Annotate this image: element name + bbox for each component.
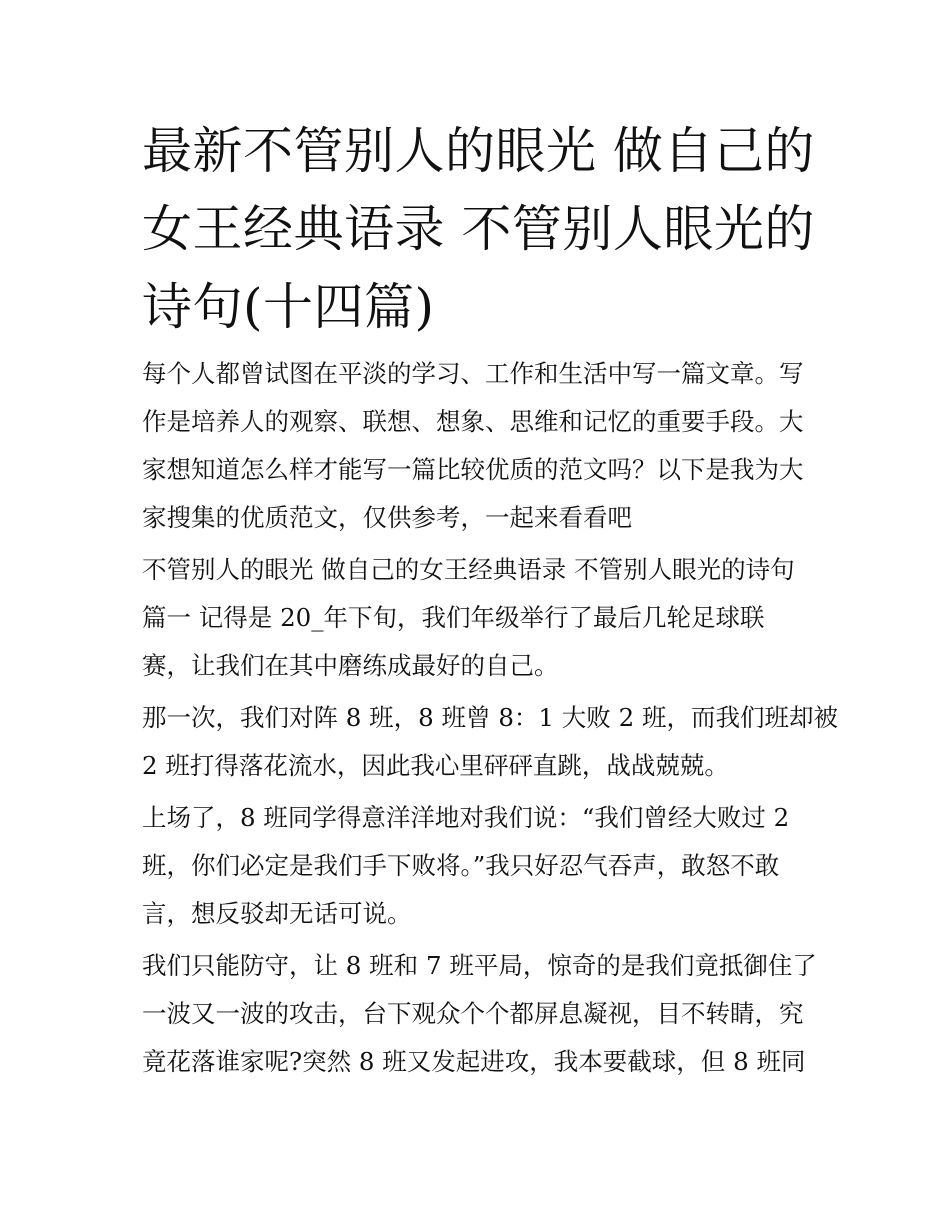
text-line: 篇一 记得是 20_年下旬，我们年级举行了最后几轮足球联	[142, 603, 765, 632]
text-line: 家搜集的优质范文，仅供参考，一起来看看吧	[142, 503, 632, 532]
title-line: 诗句(十四篇)	[142, 278, 435, 336]
paragraph-intro	[142, 350, 814, 542]
document-body	[142, 350, 838, 1086]
document-title	[142, 112, 814, 346]
text-line: 言，想反驳却无话可说。	[142, 899, 412, 928]
text-line: 赛，让我们在其中磨练成最好的自己。	[142, 651, 559, 680]
text-line: 上场了，8 班同学得意洋洋地对我们说：“我们曾经大败过 2	[142, 803, 790, 832]
paragraph-taunt	[142, 794, 814, 938]
text-line: 我们只能防守，让 8 班和 7 班平局，惊奇的是我们竟抵御住了	[142, 951, 817, 980]
text-line: 家想知道怎么样才能写一篇比较优质的范文吗？以下是我为大	[142, 455, 804, 484]
text-line: 不管别人的眼光 做自己的女王经典语录 不管别人眼光的诗句	[142, 555, 795, 584]
text-line: 一波又一波的攻击，台下观众个个都屏息凝视，目不转睛，究	[142, 999, 804, 1028]
text-line: 作是培养人的观察、联想、想象、思维和记忆的重要手段。大	[142, 407, 804, 436]
text-line: 竟花落谁家呢?突然 8 班又发起进攻，我本要截球，但 8 班同	[142, 1047, 806, 1076]
text-line: 那一次，我们对阵 8 班，8 班曾 8：1 大败 2 班，而我们班却被	[142, 703, 838, 732]
text-line: 班，你们必定是我们手下败将。”我只好忍气吞声，敢怒不敢	[142, 851, 780, 880]
document-page	[142, 112, 838, 1090]
title-line: 最新不管别人的眼光 做自己的	[142, 122, 815, 180]
title-line: 女王经典语录 不管别人眼光的	[142, 200, 815, 258]
paragraph-defense	[142, 942, 817, 1086]
text-line: 2 班打得落花流水，因此我心里砰砰直跳，战战兢兢。	[142, 751, 729, 780]
paragraph-match	[142, 694, 838, 790]
text-line: 每个人都曾试图在平淡的学习、工作和生活中写一篇文章。写	[142, 359, 804, 388]
paragraph-chapter-one	[142, 546, 814, 690]
